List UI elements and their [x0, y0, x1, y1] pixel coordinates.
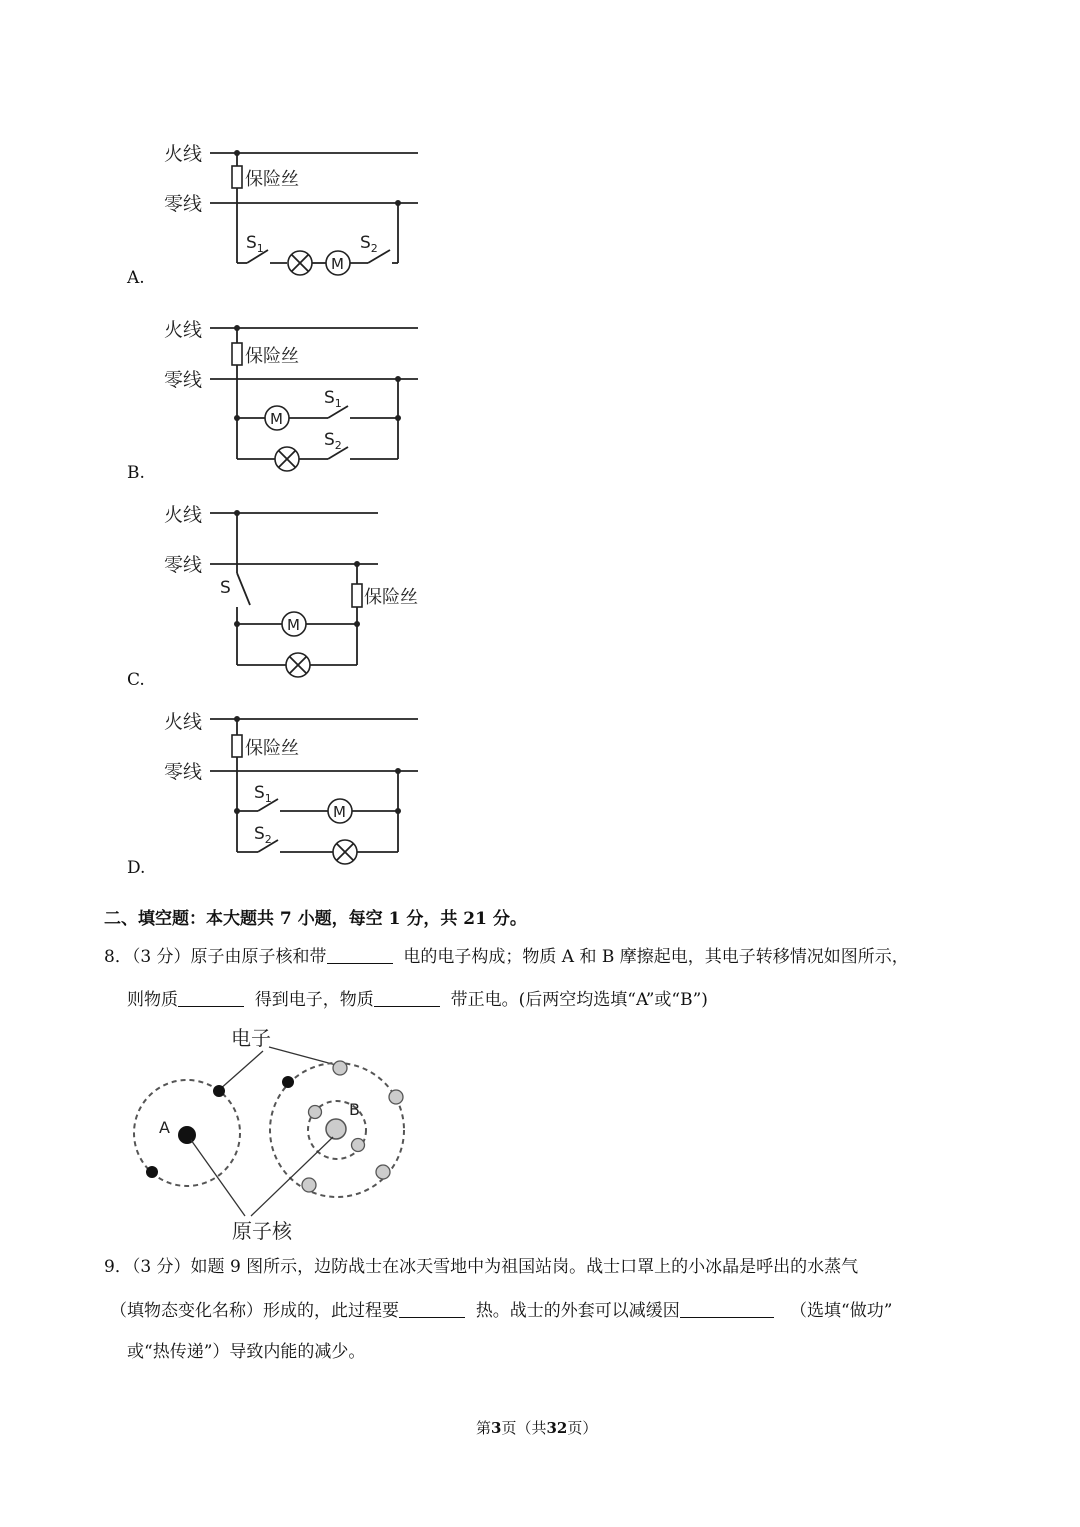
answer-blank [178, 990, 244, 1007]
neutral-wire-label: 零线 [164, 554, 203, 576]
answer-blank [327, 947, 393, 964]
question-9-line-2: （填物态变化名称）形成的，此过程要 热。战士的外套可以减缓因 （选填“做功” [110, 1301, 893, 1321]
question-9-line-1: 9．（3 分）如题 9 图所示，边防战士在冰天雪地中为祖国站岗。战士口罩上的小冰晶是呼出的水蒸气 [104, 1257, 859, 1277]
neutral-wire-label: 零线 [164, 193, 203, 215]
neutral-wire-label: 零线 [164, 369, 203, 391]
switch-s2-label: $S_2$ [254, 824, 272, 846]
fuse-icon [232, 343, 242, 365]
live-wire-label: 火线 [164, 504, 203, 526]
motor-label: M [287, 616, 300, 634]
atom-b-nucleus [326, 1119, 346, 1139]
nucleus-label: 原子核 [232, 1219, 292, 1243]
option-b-label: B. [127, 463, 145, 483]
motor-label: M [270, 410, 283, 428]
fuse-icon [232, 735, 242, 757]
question-8-line-1: 8．（3 分）原子由原子核和带 电的电子构成；物质 A 和 B 摩擦起电，其电子转移情况如图所示， [104, 947, 909, 967]
option-a-label: A. [127, 268, 145, 288]
atom-electron-figure [125, 1020, 425, 1245]
atom-b-label: B [349, 1100, 360, 1119]
section-heading-fill-in: 二、填空题：本大题共 7 小题，每空 1 分，共 21 分。 [104, 909, 527, 929]
fuse-label: 保险丝 [364, 587, 418, 608]
circuit-diagram-a [150, 130, 430, 290]
electron-dot [376, 1165, 390, 1179]
page-footer: 第3页（共32页） [476, 1419, 598, 1437]
answer-blank [374, 990, 440, 1007]
electron-dot [302, 1178, 316, 1192]
neutral-wire-label: 零线 [164, 761, 203, 783]
switch-s1-label: $S_1$ [324, 388, 342, 410]
fuse-label: 保险丝 [245, 738, 299, 759]
motor-label: M [333, 803, 346, 821]
fuse-icon [232, 166, 242, 188]
answer-blank [399, 1301, 465, 1318]
fuse-label: 保险丝 [245, 169, 299, 190]
electron-dot [213, 1085, 225, 1097]
question-8-line-2: 则物质 得到电子，物质 带正电。(后两空均选填“A”或“B”) [127, 990, 708, 1010]
live-wire-label: 火线 [164, 319, 203, 341]
live-wire-label: 火线 [164, 143, 203, 165]
electron-dot [309, 1106, 322, 1119]
atom-a-label: A [159, 1118, 170, 1137]
electron-dot [333, 1061, 347, 1075]
switch-s2-label: $S_2$ [360, 233, 378, 255]
electron-dot [146, 1166, 158, 1178]
fuse-icon [352, 584, 362, 607]
electron-label: 电子 [231, 1026, 271, 1050]
answer-blank [680, 1301, 774, 1318]
live-wire-label: 火线 [164, 711, 203, 733]
switch-s-label: S [220, 578, 231, 598]
electron-dot [282, 1076, 294, 1088]
electron-dot [389, 1090, 403, 1104]
option-d-label: D. [127, 858, 146, 878]
fuse-label: 保险丝 [245, 346, 299, 367]
circuit-diagram-b [150, 306, 430, 481]
switch-s1-label: $S_1$ [254, 783, 272, 805]
electron-dot [352, 1139, 365, 1152]
question-9-line-3: 或“热传递”）导致内能的减少。 [127, 1342, 366, 1362]
option-c-label: C. [127, 670, 145, 690]
switch-s1-label: $S_1$ [246, 233, 264, 255]
circuit-diagram-c [150, 493, 440, 688]
atom-a-nucleus [178, 1126, 196, 1144]
motor-label: M [331, 255, 344, 273]
switch-s2-label: $S_2$ [324, 430, 342, 452]
circuit-diagram-d [150, 700, 430, 870]
